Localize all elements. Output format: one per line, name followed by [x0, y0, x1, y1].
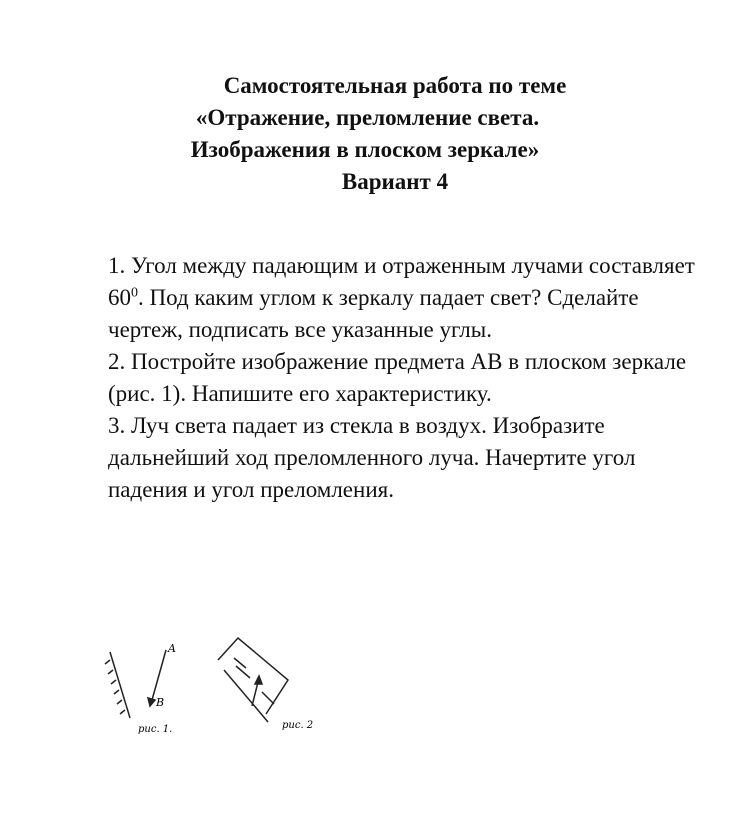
title-line-3: Изображения в плоском зеркале» — [190, 137, 540, 162]
task-3: 3. Луч света падает из стекла в воздух. Изобразите дальнейший ход преломленного луча. Начертите угол падения и угол преломления. — [108, 413, 636, 502]
mirror-1 — [105, 652, 130, 718]
figure-1 — [100, 630, 200, 740]
title-line-1: Самостоятельная работа по теме — [223, 73, 567, 98]
task-list — [108, 250, 708, 506]
title-block — [0, 70, 750, 198]
glass-block — [218, 638, 288, 722]
label-b: B — [156, 696, 165, 709]
task-1 — [108, 250, 708, 346]
title-line-2: «Отражение, преломление света. — [195, 105, 540, 130]
task-1-text-a: 1. Угол между падающим и отраженным лучами составляет 60 — [108, 253, 695, 310]
figures — [100, 630, 350, 750]
figure-2-caption: рис. 2 — [282, 720, 314, 731]
task-2-line-2: (рис. 1). Напишите его характеристику. — [108, 381, 492, 406]
task-2-line-1: 2. Постройте изображение предмета АВ в плоском зеркале — [108, 349, 687, 374]
task-1-text-b: . Под каким углом к зеркалу падает свет? Сделайте чертеж, подписать все указанные углы. — [108, 285, 639, 342]
figure-2 — [210, 630, 345, 740]
degree-superscript: 0 — [131, 285, 138, 301]
ray-arrow — [252, 676, 262, 706]
label-a: A — [168, 642, 176, 655]
figure-1-caption: рис. 1. — [138, 724, 173, 735]
variant-label: Вариант 4 — [341, 169, 449, 194]
